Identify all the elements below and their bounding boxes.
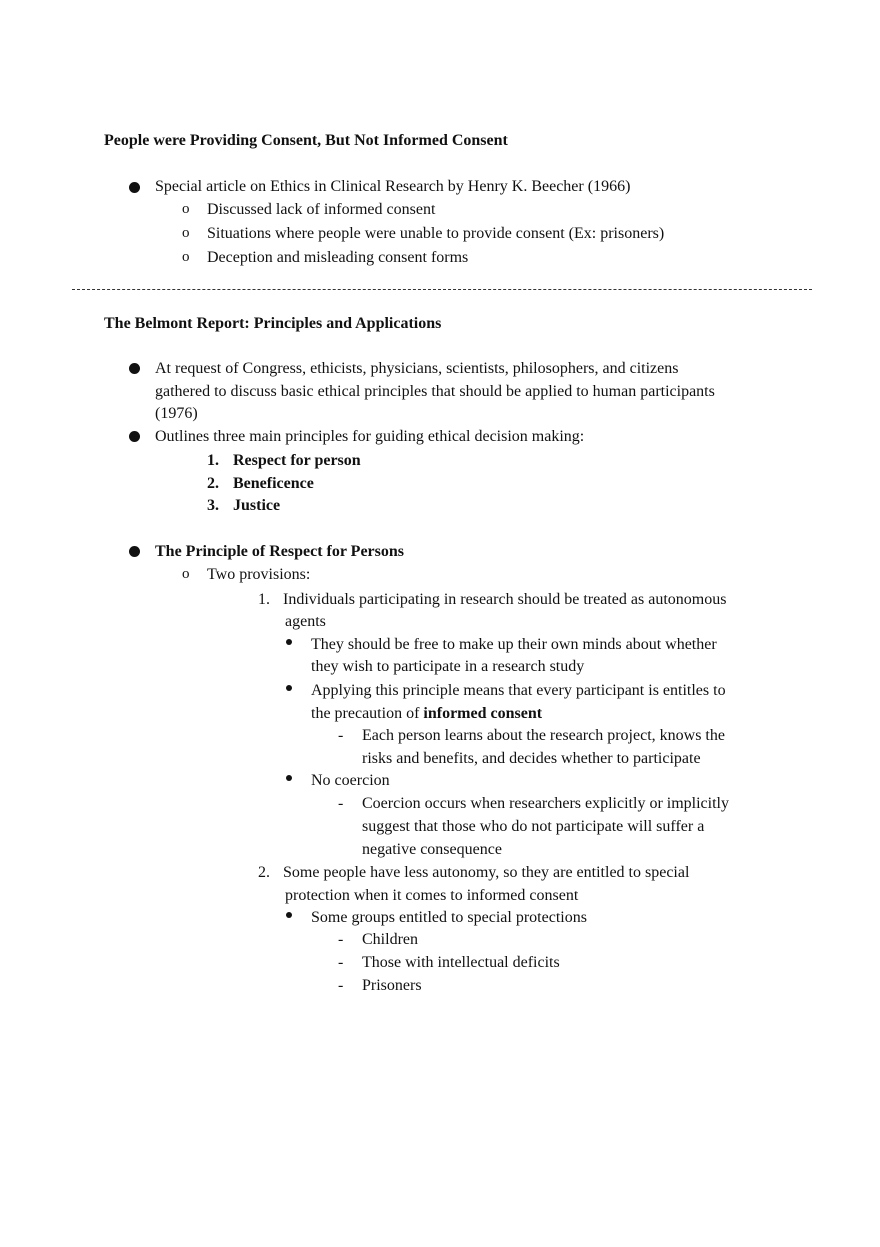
list-item: Two provisions:: [207, 566, 311, 583]
bullet-circle-icon: o: [182, 201, 190, 217]
list-item: Children: [362, 931, 418, 948]
list-item-continuation: negative consequence: [362, 841, 502, 858]
list-item: Discussed lack of informed consent: [207, 201, 436, 218]
bullet-disc-icon: [129, 546, 140, 557]
bullet-dot-icon: [286, 685, 292, 691]
list-item: Applying this principle means that every participant is entitles to: [311, 682, 726, 699]
list-item-continuation: suggest that those who do not participate will suffer a: [362, 818, 705, 835]
list-item: Each person learns about the research project, knows the: [362, 727, 725, 744]
bullet-disc-icon: [129, 363, 140, 374]
list-number: 2.: [207, 475, 219, 492]
bullet-circle-icon: o: [182, 249, 190, 265]
list-number: 3.: [207, 497, 219, 514]
list-item-continuation: they wish to participate in a research study: [311, 658, 585, 675]
list-item: Coercion occurs when researchers explicitly or implicitly: [362, 795, 729, 812]
list-item: Those with intellectual deficits: [362, 954, 560, 971]
bullet-dash-icon: -: [338, 931, 344, 948]
text-run-bold: informed consent: [423, 705, 543, 722]
section-heading-informed-consent: People were Providing Consent, But Not Informed Consent: [104, 132, 508, 149]
bullet-disc-icon: [129, 431, 140, 442]
list-item: At request of Congress, ethicists, physicians, scientists, philosophers, and citizens: [155, 360, 679, 377]
bullet-dot-icon: [286, 639, 292, 645]
bullet-dot-icon: [286, 775, 292, 781]
provision-item: Individuals participating in research should be treated as autonomous: [283, 591, 727, 608]
list-number: 1.: [258, 591, 270, 608]
principle-item: Respect for person: [233, 452, 361, 469]
list-item: Prisoners: [362, 977, 422, 994]
bullet-circle-icon: o: [182, 225, 190, 241]
list-item: Outlines three main principles for guiding ethical decision making:: [155, 428, 585, 445]
list-item: Special article on Ethics in Clinical Research by Henry K. Beecher (1966): [155, 178, 631, 195]
bullet-dash-icon: -: [338, 795, 344, 812]
list-item-continuation: [311, 702, 542, 725]
list-item-continuation: (1976): [155, 405, 198, 422]
list-number: 1.: [207, 452, 219, 469]
list-item: Deception and misleading consent forms: [207, 249, 469, 266]
bullet-dot-icon: [286, 912, 292, 918]
principle-item: Beneficence: [233, 475, 314, 492]
subsection-heading-respect: The Principle of Respect for Persons: [155, 543, 404, 560]
list-item: They should be free to make up their own minds about whether: [311, 636, 717, 653]
bullet-dash-icon: -: [338, 727, 344, 744]
bullet-circle-icon: o: [182, 566, 190, 582]
list-item-continuation: risks and benefits, and decides whether to participate: [362, 750, 701, 767]
provision-item: Some people have less autonomy, so they are entitled to special: [283, 864, 690, 881]
section-divider: [72, 289, 812, 291]
list-number: 2.: [258, 864, 270, 881]
bullet-dash-icon: -: [338, 977, 344, 994]
section-heading-belmont-report: The Belmont Report: Principles and Applications: [104, 315, 442, 332]
bullet-dash-icon: -: [338, 954, 344, 971]
list-item: Some groups entitled to special protections: [311, 909, 587, 926]
list-item: No coercion: [311, 772, 390, 789]
principle-item: Justice: [233, 497, 281, 514]
provision-item-continuation: protection when it comes to informed consent: [285, 887, 579, 904]
provision-item-continuation: agents: [285, 613, 326, 630]
bullet-disc-icon: [129, 182, 140, 193]
list-item: Situations where people were unable to provide consent (Ex: prisoners): [207, 225, 665, 242]
list-item-continuation: gathered to discuss basic ethical principles that should be applied to human participants: [155, 383, 715, 400]
text-run: the precaution of: [311, 705, 424, 722]
